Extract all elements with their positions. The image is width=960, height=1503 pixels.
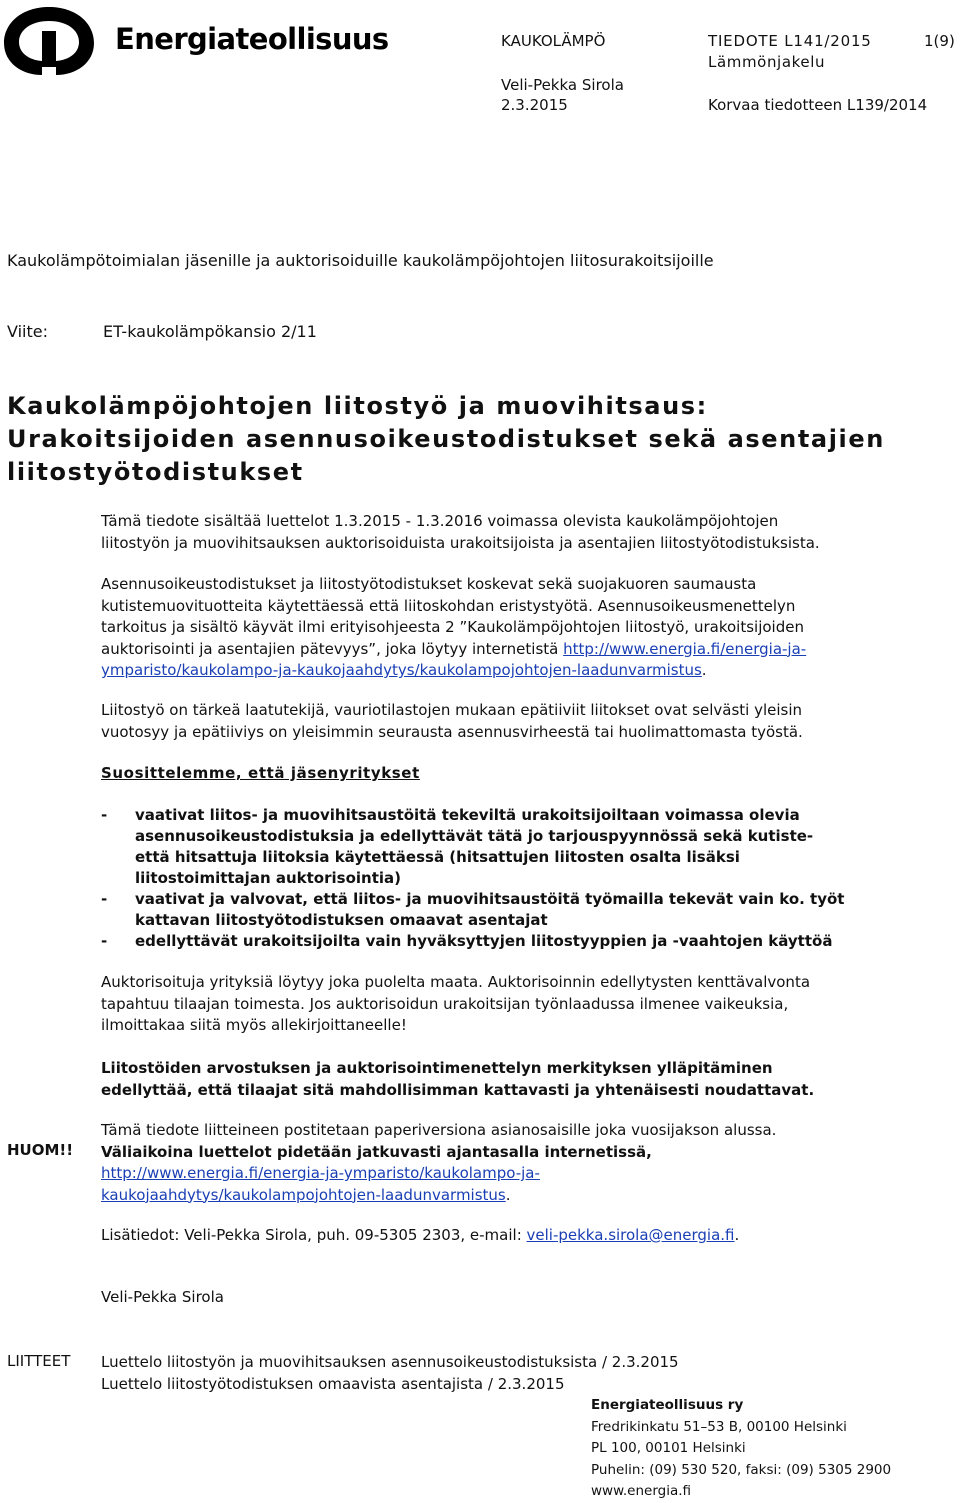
text-line: Liitostöiden arvostuksen ja auktorisointimenettelyn merkityksen ylläpitäminen <box>101 1059 773 1077</box>
emphasis-paragraph <box>101 1057 951 1101</box>
list-item <box>101 805 951 889</box>
title-line: Urakoitsijoiden asennusoikeustodistukset sekä asentajien <box>7 425 885 453</box>
energiateollisuus-logo-icon <box>2 5 96 77</box>
list-item <box>101 931 951 952</box>
list-item <box>101 889 951 931</box>
organization-footer <box>591 1395 891 1503</box>
text-line: Auktorisoituja yrityksiä löytyy joka puolelta maata. Auktorisoinnin edellytysten kenttävalvonta <box>101 973 811 991</box>
text-line: ilmoittakaa siitä myös allekirjoittaneelle! <box>101 1016 407 1034</box>
contact-paragraph <box>101 1225 951 1247</box>
text-line: Väliaikoina luettelot pidetään jatkuvasti ajantasalla internetissä, <box>101 1142 652 1161</box>
bullet-dash: - <box>101 932 108 950</box>
logo-wordmark: Energiateollisuus <box>115 22 389 56</box>
bullet-dash: - <box>101 806 108 824</box>
text-line: kattavan liitostyötodistuksen omaavat asentajat <box>135 911 548 929</box>
recommendation-heading: Suosittelemme, että jäsenyritykset <box>101 764 420 782</box>
online-lists-link-part2[interactable]: kaukojaahdytys/kaukolampojohtojen-laadunvarmistus <box>101 1185 506 1204</box>
signature: Veli-Pekka Sirola <box>101 1288 224 1306</box>
reference-label: Viite: <box>7 322 48 341</box>
text-line: asennusoikeustodistuksia ja edellyttävät tätä jo tarjouspyynnössä sekä kutiste- <box>135 827 814 845</box>
title-line: Kaukolämpöjohtojen liitostyö ja muovihitsaus: <box>7 392 708 420</box>
text-line: auktorisointi ja asentajien pätevyys”, joka löytyy internetistä <box>101 639 564 658</box>
bullet-dash: - <box>101 890 108 908</box>
quality-paragraph <box>101 700 951 743</box>
laadunvarmistus-link-part2[interactable]: ymparisto/kaukolampo-ja-kaukojaahdytys/kaukolampojohtojen-laadunvarmistus <box>101 661 702 679</box>
email-link[interactable]: veli-pekka.sirola@energia.fi <box>526 1226 735 1244</box>
text-line: että hitsattuja liitoksia käytettäessä (hitsattujen liitosten osalta lisäksi <box>135 848 740 866</box>
laadunvarmistus-link-part1[interactable]: http://www.energia.fi/energia-ja- <box>563 639 807 658</box>
text-line: Tämä tiedote liitteineen postitetaan paperiversiona asianosaisille joka vuosijakson alussa. <box>101 1121 777 1139</box>
scope-paragraph <box>101 574 951 682</box>
text-line: vaativat ja valvovat, että liitos- ja muovihitsaustöitä työmailla tekevät vain ko. työt <box>135 890 845 908</box>
text-line: vaativat liitos- ja muovihitsaustöitä tekeviltä urakoitsijoiltaan voimassa olevia <box>135 806 800 824</box>
reference-value: ET-kaukolämpökansio 2/11 <box>103 322 317 341</box>
address-line: Fredrikinkatu 51–53 B, 00100 Helsinki <box>591 1418 847 1435</box>
page-number: 1(9) <box>924 32 955 50</box>
recipients: Kaukolämpötoimialan jäsenille ja auktorisoiduille kaukolämpöjohtojen liitosurakoitsijoille <box>7 251 714 270</box>
department: KAUKOLÄMPÖ <box>501 32 606 50</box>
text-line: liitostoimittajan auktorisointia) <box>135 869 401 887</box>
replaces-note: Korvaa tiedotteen L139/2014 <box>708 96 928 114</box>
punctuation: . <box>734 1226 740 1244</box>
attachment-item: Luettelo liitostyön ja muovihitsauksen asennusoikeustodistuksista / 2.3.2015 <box>101 1353 679 1371</box>
org-name: Energiateollisuus ry <box>591 1397 744 1413</box>
phone-line: Puhelin: (09) 530 520, faksi: (09) 5305 2900 <box>591 1461 892 1478</box>
attachments-list <box>101 1352 951 1395</box>
date: 2.3.2015 <box>501 96 568 114</box>
text-line: liitostyön ja muovihitsauksen auktorisoiduista urakoitsijoista ja asentajien liitostyötodistuksista. <box>101 533 820 552</box>
punctuation: . <box>701 661 707 679</box>
text-line: edellyttävät urakoitsijoilta vain hyväksyttyjen liitostyyppien ja -vaahtojen käyttöä <box>135 932 833 950</box>
page-title <box>7 390 885 489</box>
text-line: Liitostyö on tärkeä laatutekijä, vauriotilastojen mukaan epätiiviit liitokset ovat selvästi yleisin <box>101 701 803 719</box>
text-line: Tämä tiedote sisältää luettelot 1.3.2015 - 1.3.2016 voimassa olevista kaukolämpöjohtojen <box>101 512 779 530</box>
attachments-label: LIITTEET <box>7 1352 71 1370</box>
text-line: vuotosyy ja epätiiviys on yleisimmin seurausta asennusvirheestä tai huolimattomasta työstä. <box>101 722 803 741</box>
title-line: liitostyötodistukset <box>7 458 304 486</box>
text-line: tarkoitus ja sisältö käyvät ilmi erityisohjeesta 2 ”Kaukolämpöjohtojen liitostyö, urakoitsijoiden <box>101 618 804 636</box>
text-line: tapahtuu tilaajan toimesta. Jos auktorisoidun urakoitsijan työnlaadussa ilmenee vaikeuksia, <box>101 994 789 1013</box>
text-line: kutistemuovituotteita käytettäessä että liitoskohdan eristystyötä. Asennusoikeusmenettelyn <box>101 596 796 615</box>
notice-paragraph <box>101 1120 951 1206</box>
attachment-item: Luettelo liitostyötodistuksen omaavista asentajista / 2.3.2015 <box>101 1374 565 1393</box>
author: Veli-Pekka Sirola <box>501 76 624 94</box>
bulletin-id: TIEDOTE L141/2015 <box>708 32 872 50</box>
text-line: edellyttää, että tilaajat sitä mahdollisimman kattavasti ja yhtenäisesti noudattavat. <box>101 1081 815 1099</box>
address-line: PL 100, 00101 Helsinki <box>591 1440 746 1456</box>
intro-paragraph <box>101 511 951 554</box>
subject-area: Lämmönjakelu <box>708 53 826 71</box>
text-line: Asennusoikeustodistukset ja liitostyötodistukset koskevat sekä suojakuoren saumausta <box>101 575 757 593</box>
contact-text: Lisätiedot: Veli-Pekka Sirola, puh. 09-5305 2303, e-mail: <box>101 1226 527 1244</box>
punctuation: . <box>505 1185 511 1204</box>
website: www.energia.fi <box>591 1483 692 1499</box>
recommendation-list <box>101 805 951 952</box>
online-lists-link-part1[interactable]: http://www.energia.fi/energia-ja-ymparisto/kaukolampo-ja- <box>101 1164 540 1182</box>
notice-label: HUOM!! <box>7 1141 74 1159</box>
authorized-companies-paragraph <box>101 972 951 1037</box>
